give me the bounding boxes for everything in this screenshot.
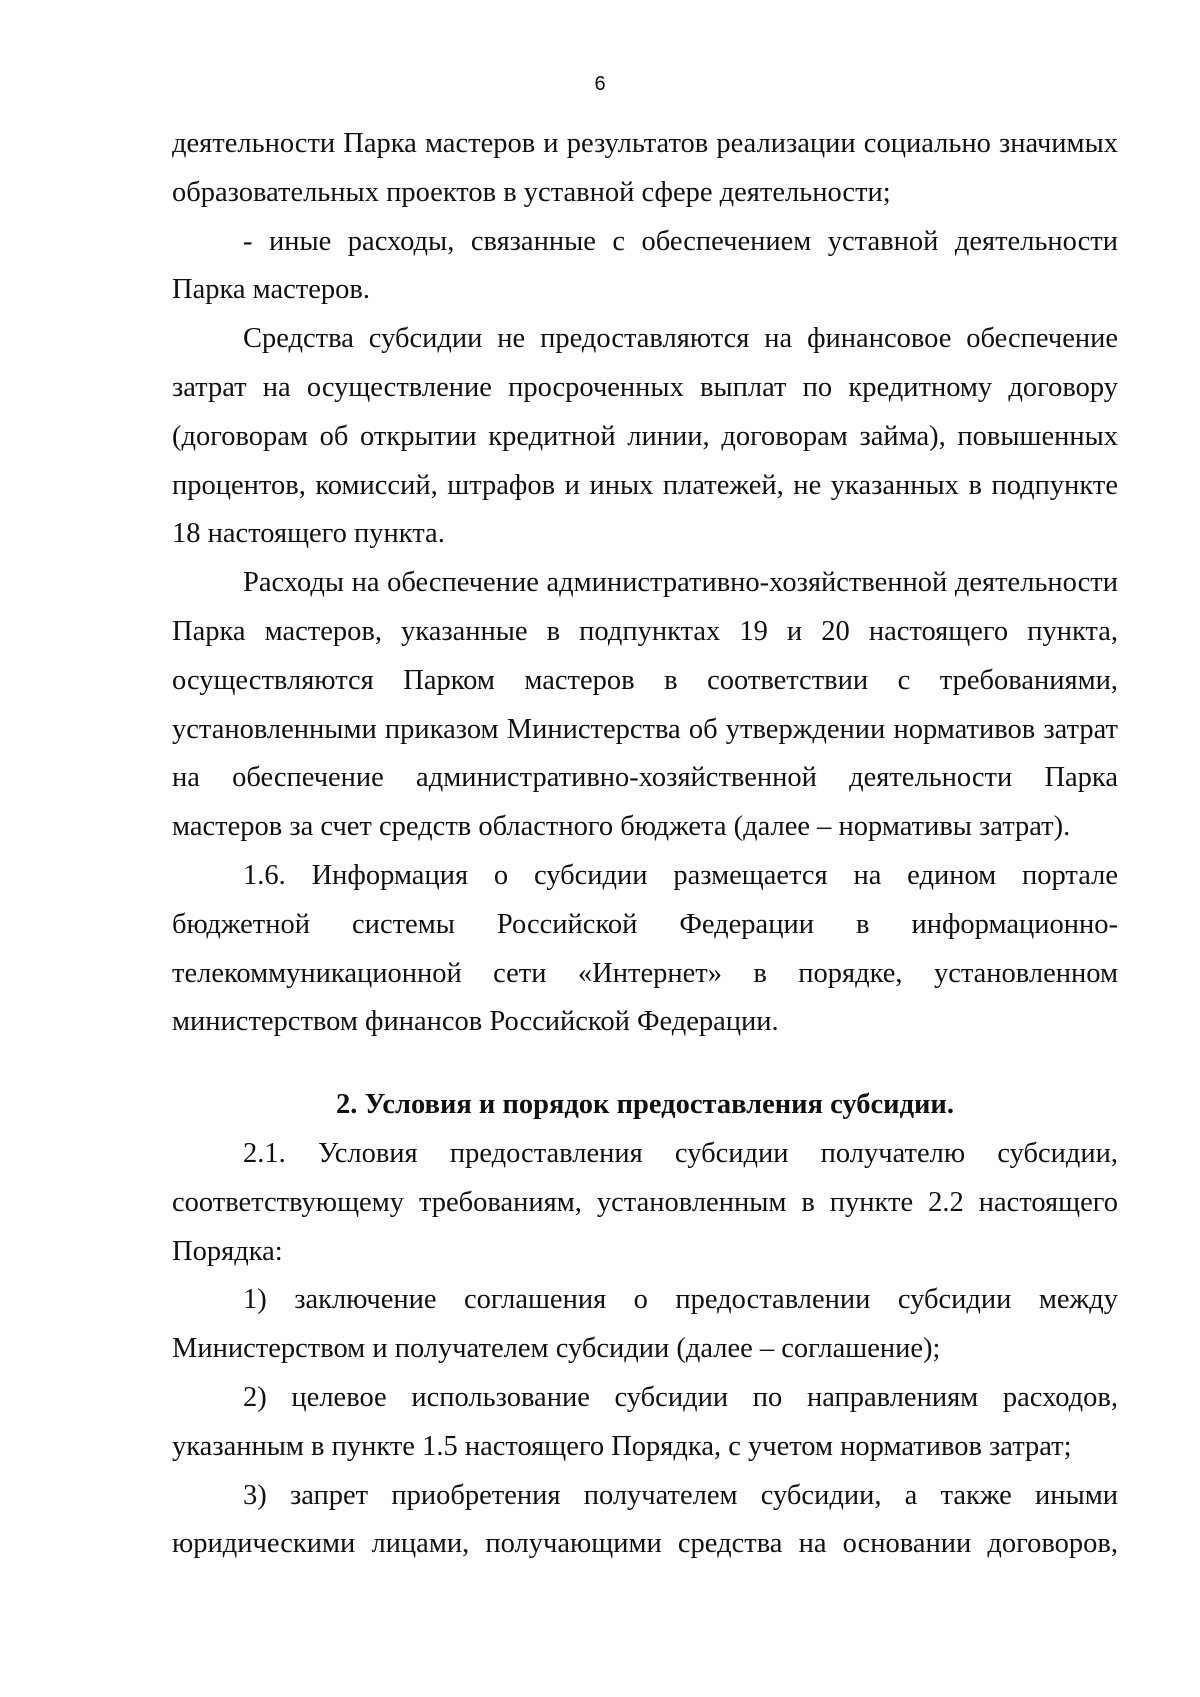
document-body [172, 120, 1118, 1569]
list-item-1: 1) заключение соглашения о предоставлении субсидии между Министерством и получателем субсидии (далее – соглашение); [172, 1284, 1118, 1365]
paragraph-2-1: 2.1. Условия предоставления субсидии получателю субсидии, соответствующему требованиям, установленным в пункте 2.2 настоящего Порядка: [172, 1137, 1118, 1267]
paragraph-1-6: 1.6. Информация о субсидии размещается на едином портале бюджетной системы Российской Федерации в информационно-телекоммуникационной сети «Интернет» в порядке, установленном министерством финансов Российской Федерации. [172, 859, 1118, 1038]
paragraph-subsidy-restrictions: Средства субсидии не предоставляются на финансовое обеспечение затрат на осуществление просроченных выплат по кредитному договору (договорам об открытии кредитной линии, договорам займа), повышенных процентов, комиссий, штрафов и иных платежей, не указанных в подпункте 18 настоящего пункта. [172, 323, 1118, 550]
section-heading: 2. Условия и порядок предоставления субсидии. [336, 1089, 954, 1121]
list-item-2: 2) целевое использование субсидии по направлениям расходов, указанным в пункте 1.5 настоящего Порядка, с учетом нормативов затрат; [172, 1381, 1118, 1462]
paragraph-continuation: деятельности Парка мастеров и результатов реализации социально значимых образовательных проектов в уставной сфере деятельности; [172, 128, 1118, 208]
paragraph-other-expenses: - иные расходы, связанные с обеспечением уставной деятельности Парка мастеров. [172, 225, 1118, 306]
list-item-3: 3) запрет приобретения получателем субсидии, а также иными юридическими лицами, получающими средства на основании договоров, [172, 1479, 1118, 1560]
page-number: 6 [594, 73, 606, 95]
paragraph-admin-expenses: Расходы на обеспечение административно-хозяйственной деятельности Парка мастеров, указанные в подпунктах 19 и 20 настоящего пункта, осуществляются Парком мастеров в соответствии с требованиями, установленными приказом Министерства об утверждении нормативов затрат на обеспечение административно-хозяйственной деятельности Парка мастеров за счет средств областного бюджета (далее – нормативы затрат). [172, 567, 1118, 843]
